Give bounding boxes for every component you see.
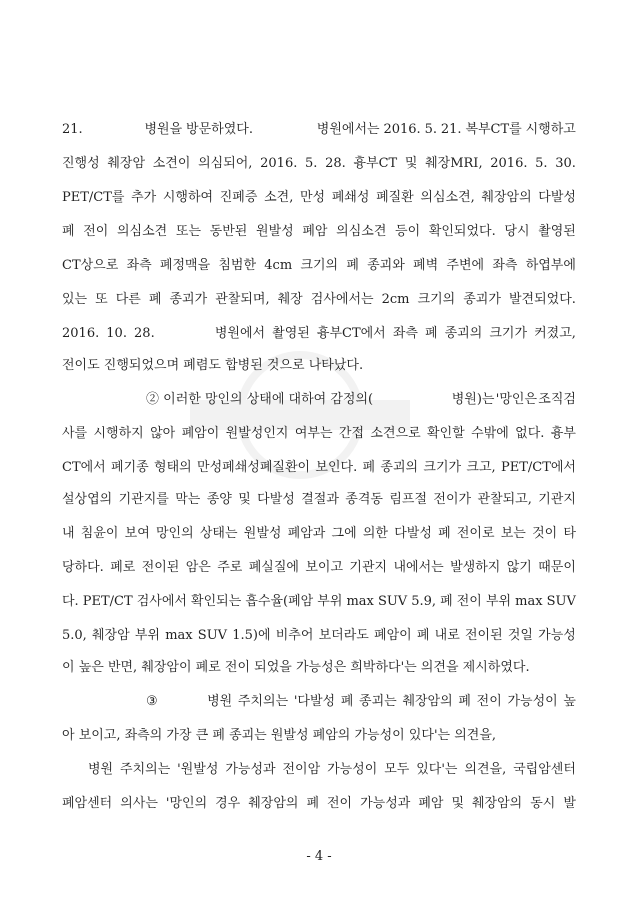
text-word: 시행하여 bbox=[162, 190, 214, 205]
text-word: 좌측 bbox=[392, 326, 418, 341]
text-word: 시행하고 bbox=[525, 122, 576, 137]
text-word: 10. bbox=[106, 326, 127, 341]
text-word: 있다'는 bbox=[416, 762, 458, 777]
text-word: 폐암 bbox=[418, 796, 444, 811]
text-word: 및 bbox=[451, 796, 464, 811]
text-word: 당하다. bbox=[62, 560, 104, 575]
text-line bbox=[146, 391, 576, 409]
text-word: 확인되는 bbox=[191, 594, 242, 609]
text-word: 기관지 bbox=[538, 492, 576, 507]
text-word: 폐정맥을 bbox=[159, 258, 211, 273]
text-word: 병원)는 bbox=[451, 392, 495, 407]
text-word: 않아 bbox=[150, 426, 176, 441]
text-word: 21. bbox=[440, 122, 462, 137]
text-word: 2016. bbox=[260, 156, 298, 171]
text-word: 의심소견 bbox=[336, 224, 387, 239]
text-word: 발생하지 bbox=[450, 560, 501, 575]
text-word: 폐 bbox=[148, 292, 162, 307]
text-word: 촬영된 bbox=[272, 326, 310, 341]
text-word: '다발성 bbox=[293, 694, 336, 709]
text-word: 확인되었다. bbox=[428, 224, 496, 239]
text-line bbox=[62, 425, 576, 443]
text-line bbox=[62, 659, 576, 677]
text-word: 암은 bbox=[185, 560, 211, 575]
redacted-gap bbox=[163, 693, 201, 711]
text-word: 크기의 bbox=[417, 292, 456, 307]
text-line bbox=[62, 559, 576, 577]
text-word: 췌장 bbox=[277, 292, 303, 307]
text-word: 전이가 bbox=[433, 492, 472, 507]
text-word: 가능성과 bbox=[225, 762, 276, 777]
text-word: 막는 bbox=[175, 492, 201, 507]
text-word: 높 bbox=[563, 694, 576, 709]
text-line bbox=[62, 155, 576, 173]
text-line bbox=[62, 491, 576, 509]
text-word: max bbox=[515, 594, 543, 609]
text-word: 종격동 bbox=[345, 492, 383, 507]
text-word: 가능성과 bbox=[360, 796, 411, 811]
text-word: 국립암센터 bbox=[513, 762, 576, 777]
text-word: SUV bbox=[377, 594, 408, 609]
text-word: 보인다. bbox=[315, 460, 358, 475]
text-word: 진행성 bbox=[62, 156, 100, 171]
text-word: 종괴는 bbox=[359, 694, 397, 709]
text-word: 폐 bbox=[362, 460, 376, 475]
text-word: 췌장암 bbox=[107, 156, 146, 171]
text-word: 의견을, bbox=[464, 762, 507, 777]
text-line bbox=[62, 325, 576, 343]
text-word: 상태는 bbox=[199, 526, 238, 541]
text-word: 않기 bbox=[506, 560, 532, 575]
text-word: 아 보이고, 좌측의 가장 큰 폐 종괴는 원발성 폐암의 가능성이 있다'는 의견을, bbox=[62, 728, 497, 743]
text-word: 커졌고, bbox=[534, 326, 576, 341]
text-word: 다. bbox=[62, 594, 79, 609]
text-word: 없다. bbox=[515, 426, 545, 441]
text-line bbox=[62, 121, 576, 139]
text-word: 폐쇄성 bbox=[331, 190, 370, 205]
text-word: 내에서는 bbox=[393, 560, 444, 575]
text-word: 폐 bbox=[346, 258, 359, 273]
text-line bbox=[62, 593, 576, 611]
text-word: 췌장암의 bbox=[248, 796, 299, 811]
text-word: ② 이러한 망인의 상태에 대하여 감정의( bbox=[146, 392, 374, 407]
text-word: 발견되었다. bbox=[508, 292, 576, 307]
text-word: 검사에서 bbox=[136, 594, 187, 609]
text-line bbox=[62, 795, 576, 813]
text-word: 1.5)에 bbox=[232, 628, 271, 643]
text-word: 주치의는 bbox=[237, 694, 289, 709]
text-word: 추가 bbox=[131, 190, 157, 205]
text-word: 폐 bbox=[306, 796, 320, 811]
text-word: 폐질환 bbox=[376, 190, 414, 205]
text-word: 폐암이 bbox=[181, 426, 220, 441]
text-word: 전이 bbox=[456, 594, 482, 609]
text-word: 폐암 bbox=[302, 224, 328, 239]
text-word: 가능성 bbox=[538, 628, 576, 643]
text-word: 주치의는 bbox=[120, 762, 171, 777]
text-word: 5.0, bbox=[62, 628, 87, 643]
redacted-gap bbox=[257, 121, 313, 139]
text-word: 여부는 bbox=[294, 426, 333, 441]
text-word: 검사에서는 bbox=[310, 292, 374, 307]
text-word: 림프절 bbox=[389, 492, 428, 507]
text-word: 비추어 bbox=[275, 628, 314, 643]
text-word: 폐암과 bbox=[287, 526, 326, 541]
text-word: 전이 bbox=[327, 796, 353, 811]
text-word: 것일 bbox=[507, 628, 533, 643]
text-word: 췌장암 bbox=[92, 628, 130, 643]
text-word: 28. bbox=[134, 326, 155, 341]
text-word: 의사는 bbox=[120, 796, 158, 811]
text-word: 췌장MRI, bbox=[425, 156, 483, 171]
text-word: 확인할 bbox=[427, 426, 465, 441]
text-word: 당시 bbox=[504, 224, 530, 239]
text-word: 동시 bbox=[530, 796, 556, 811]
text-word: PET/CT에서 bbox=[500, 460, 576, 475]
text-line bbox=[62, 257, 576, 275]
text-word: 전이로 bbox=[456, 526, 495, 541]
text-word: 크고, bbox=[466, 460, 496, 475]
text-word: 소견이 bbox=[152, 156, 191, 171]
text-word: 방문하였다. bbox=[186, 122, 253, 137]
text-word: 소견으로 bbox=[370, 426, 421, 441]
text-word: 발 bbox=[563, 796, 576, 811]
text-word: 보여 bbox=[124, 526, 150, 541]
text-word: 병원에서는 bbox=[316, 122, 380, 137]
text-word: 있는 bbox=[62, 292, 88, 307]
text-line bbox=[88, 761, 576, 779]
text-word: 원발성 bbox=[256, 224, 294, 239]
text-word: 종괴의 bbox=[380, 460, 419, 475]
text-word: 만성 bbox=[299, 190, 326, 205]
text-word: 병원을 bbox=[144, 122, 183, 137]
text-word: 모두 bbox=[384, 762, 410, 777]
text-word: 폐 bbox=[440, 594, 453, 609]
text-word: 이 높은 반면, 췌장암이 폐로 전이 되었을 가능성은 희박하다'는 의견을 제시하였다. bbox=[62, 660, 530, 675]
text-word: 전이 bbox=[83, 224, 109, 239]
text-word: 5. bbox=[424, 122, 437, 137]
text-word: 기관지 bbox=[349, 560, 388, 575]
text-word: 28. bbox=[325, 156, 346, 171]
text-word: SUV bbox=[197, 628, 228, 643]
text-word: 좌측 bbox=[126, 258, 152, 273]
text-word: 의심소견 bbox=[117, 224, 168, 239]
text-word: 췌장암의 bbox=[471, 796, 523, 811]
text-word: 전이암 bbox=[282, 762, 321, 777]
text-word: 5. bbox=[305, 156, 318, 171]
text-word: 또 bbox=[95, 292, 108, 307]
text-word: 폐 bbox=[62, 224, 75, 239]
text-word: 부위 bbox=[317, 594, 343, 609]
text-word: '망인의 bbox=[165, 796, 208, 811]
text-word: 폐 bbox=[458, 694, 471, 709]
text-word: 의한 bbox=[362, 526, 388, 541]
text-word: 가능성이 bbox=[327, 762, 378, 777]
text-word: 5.9, bbox=[411, 594, 437, 609]
text-word: 그에 bbox=[331, 526, 357, 541]
text-line bbox=[62, 223, 576, 241]
text-word: 만성폐쇄성폐질환이 bbox=[197, 460, 311, 475]
text-word: 크기의 bbox=[300, 258, 339, 273]
text-word: 전이된 bbox=[141, 560, 180, 575]
text-word: 내 bbox=[62, 526, 75, 541]
redacted-gap bbox=[87, 121, 141, 139]
text-word: 내로 bbox=[434, 628, 460, 643]
text-line bbox=[62, 727, 576, 745]
text-word: 폐 bbox=[416, 628, 430, 643]
text-word: 촬영된 bbox=[538, 224, 576, 239]
text-word: 2016. bbox=[383, 122, 421, 137]
text-word: 흉부CT에서 bbox=[316, 326, 386, 341]
text-word: 종괴의 bbox=[444, 326, 483, 341]
text-word: 형태의 bbox=[154, 460, 192, 475]
text-line bbox=[62, 189, 576, 207]
text-word: 망인의 bbox=[155, 526, 194, 541]
text-word: 원발성인지 bbox=[225, 426, 289, 441]
text-word: 4cm bbox=[264, 258, 293, 273]
text-word: 폐 bbox=[340, 694, 354, 709]
text-word: '원발성 bbox=[177, 762, 219, 777]
text-word: 종괴가 bbox=[169, 292, 208, 307]
text-word: 부위 bbox=[485, 594, 512, 609]
text-word: 다발성 bbox=[394, 526, 432, 541]
text-line bbox=[62, 291, 576, 309]
text-word: 전이된 bbox=[464, 628, 503, 643]
text-word: 췌장암의 bbox=[402, 694, 453, 709]
text-word: 폐암이 bbox=[374, 628, 412, 643]
text-word: 부위 bbox=[134, 628, 160, 643]
text-word: PET/CT를 bbox=[62, 190, 125, 205]
text-word: 크기가 bbox=[423, 460, 462, 475]
text-word: CT상으로 bbox=[62, 258, 119, 273]
text-word: 침범한 bbox=[218, 258, 257, 273]
text-word: 21. bbox=[62, 122, 83, 137]
text-word: 폐로 bbox=[110, 560, 136, 575]
text-word: 흉부CT bbox=[353, 156, 398, 171]
text-line bbox=[146, 693, 576, 711]
text-word: 등이 bbox=[395, 224, 421, 239]
text-line bbox=[62, 459, 576, 477]
text-word: 병원 bbox=[88, 762, 114, 777]
text-word: 보더라도 bbox=[318, 628, 369, 643]
text-word: 조직검 bbox=[538, 392, 576, 407]
text-word: 30. bbox=[555, 156, 576, 171]
text-word: 타 bbox=[563, 526, 576, 541]
text-word: 병원 bbox=[207, 694, 233, 709]
text-word: 폐 bbox=[438, 526, 451, 541]
text-word: 다발성 bbox=[538, 190, 576, 205]
redacted-gap bbox=[162, 325, 208, 343]
text-word: 종괴와 bbox=[367, 258, 405, 273]
text-line bbox=[62, 357, 576, 375]
page-number: - 4 - bbox=[306, 849, 332, 864]
text-word: 종양 bbox=[206, 492, 232, 507]
text-word: 크기가 bbox=[489, 326, 528, 341]
text-word: 2cm bbox=[381, 292, 410, 307]
text-word: 수밖에 bbox=[471, 426, 509, 441]
text-word: 복부CT를 bbox=[465, 122, 522, 137]
text-word: 폐 bbox=[425, 326, 438, 341]
text-word: 폐실질에 bbox=[248, 560, 299, 575]
text-word: 의심소견, bbox=[420, 190, 475, 205]
text-word: 하엽부에 bbox=[525, 258, 576, 273]
text-word: 시행하지 bbox=[93, 426, 144, 441]
text-word: 흉부 bbox=[550, 426, 576, 441]
text-word: 전이도 진행되었으며 폐렴도 합병된 것으로 나타났다. bbox=[62, 358, 364, 373]
text-word: 설상엽의 bbox=[62, 492, 113, 507]
text-word: '망인은 bbox=[495, 392, 537, 407]
text-word: 폐기종 bbox=[111, 460, 149, 475]
text-word: 보는 bbox=[500, 526, 526, 541]
text-word: 다른 bbox=[115, 292, 141, 307]
text-word: ③ bbox=[146, 694, 158, 709]
text-word: CT에서 bbox=[62, 460, 106, 475]
text-line bbox=[62, 627, 576, 645]
text-word: 좌측 bbox=[492, 258, 518, 273]
text-word: 의심되어, bbox=[198, 156, 253, 171]
text-word: 보이고 bbox=[305, 560, 344, 575]
redacted-gap bbox=[374, 391, 450, 409]
text-word: 경우 bbox=[215, 796, 241, 811]
text-word: 결절과 bbox=[301, 492, 339, 507]
text-word: 폐벽 bbox=[413, 258, 439, 273]
text-word: 관찰되고, bbox=[477, 492, 532, 507]
text-word: SUV bbox=[546, 594, 576, 609]
text-word: 5. bbox=[535, 156, 548, 171]
text-word: 가능성이 bbox=[507, 694, 558, 709]
text-word: 것이 bbox=[532, 526, 558, 541]
text-line bbox=[62, 525, 576, 543]
text-word: 전이 bbox=[476, 694, 502, 709]
text-word: 2016. bbox=[62, 326, 100, 341]
text-word: PET/CT bbox=[82, 594, 133, 609]
text-word: 주로 bbox=[217, 560, 243, 575]
text-word: 사를 bbox=[62, 426, 88, 441]
text-word: 진폐증 bbox=[219, 190, 258, 205]
text-word: 관찰되며, bbox=[215, 292, 270, 307]
text-word: 주변에 bbox=[446, 258, 485, 273]
text-word: 원발성 bbox=[243, 526, 282, 541]
text-word: max bbox=[346, 594, 374, 609]
text-word: 병원에서 bbox=[214, 326, 266, 341]
text-word: 또는 bbox=[175, 224, 202, 239]
text-word: 침윤이 bbox=[80, 526, 119, 541]
text-word: 췌장암의 bbox=[481, 190, 532, 205]
text-word: 폐암센터 bbox=[62, 796, 113, 811]
text-word: 2016. bbox=[490, 156, 528, 171]
text-word: 종괴가 bbox=[463, 292, 501, 307]
text-word: 기관지를 bbox=[118, 492, 169, 507]
text-word: 때문이 bbox=[538, 560, 576, 575]
text-word: 다발성 bbox=[257, 492, 295, 507]
text-word: 및 bbox=[404, 156, 418, 171]
text-word: 흡수율(폐암 bbox=[245, 594, 314, 609]
text-word: 동반된 bbox=[209, 224, 248, 239]
text-word: 소견, bbox=[264, 190, 294, 205]
text-word: max bbox=[165, 628, 193, 643]
text-word: 간접 bbox=[338, 426, 365, 441]
text-word: 및 bbox=[238, 492, 251, 507]
